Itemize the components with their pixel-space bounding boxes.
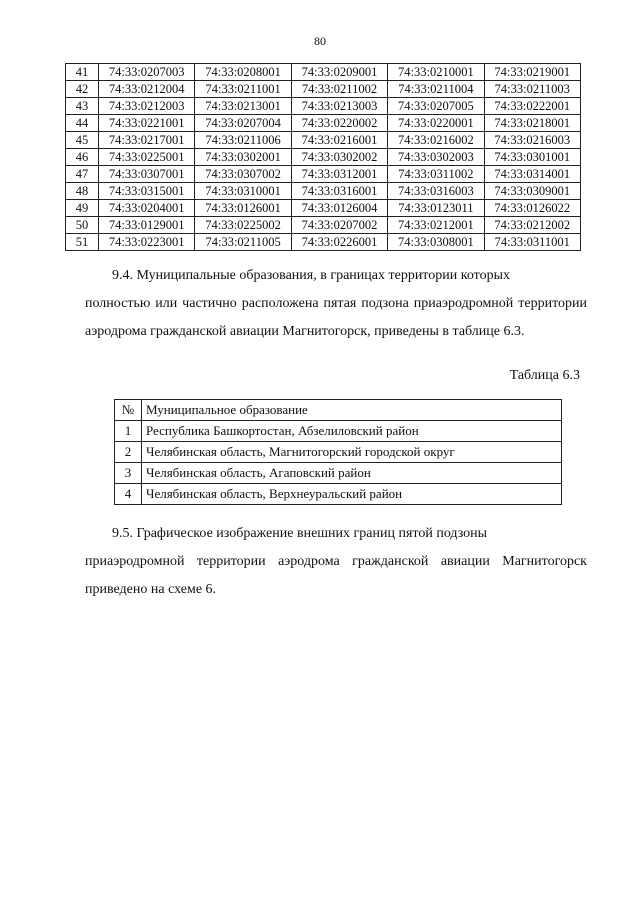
cadastral-number: 74:33:0204001 bbox=[99, 200, 195, 217]
cadastral-number: 74:33:0315001 bbox=[99, 183, 195, 200]
cadastral-number: 74:33:0211005 bbox=[195, 234, 291, 251]
row-number: 51 bbox=[66, 234, 99, 251]
table-row bbox=[66, 234, 581, 251]
cadastral-number: 74:33:0212004 bbox=[99, 81, 195, 98]
table-row bbox=[115, 442, 562, 463]
table-row bbox=[66, 132, 581, 149]
cadastral-number: 74:33:0218001 bbox=[484, 115, 580, 132]
cadastral-number: 74:33:0222001 bbox=[484, 98, 580, 115]
cadastral-number: 74:33:0307002 bbox=[195, 166, 291, 183]
cadastral-number: 74:33:0301001 bbox=[484, 149, 580, 166]
row-number: 46 bbox=[66, 149, 99, 166]
table-row bbox=[115, 463, 562, 484]
cadastral-number: 74:33:0211001 bbox=[195, 81, 291, 98]
row-number: 3 bbox=[115, 463, 142, 484]
cadastral-number: 74:33:0126004 bbox=[291, 200, 387, 217]
cadastral-number: 74:33:0207004 bbox=[195, 115, 291, 132]
cadastral-number: 74:33:0216001 bbox=[291, 132, 387, 149]
header-number: № bbox=[115, 400, 142, 421]
paragraph-text: полностью или частично расположена пятая подзона приаэродромной территории аэродрома гражданской авиации Магнитогорск, приведены в таблице 6.3. bbox=[85, 296, 587, 339]
row-number: 45 bbox=[66, 132, 99, 149]
cadastral-number: 74:33:0208001 bbox=[195, 64, 291, 81]
cadastral-number: 74:33:0211002 bbox=[291, 81, 387, 98]
table-row bbox=[66, 81, 581, 98]
cadastral-number: 74:33:0220001 bbox=[388, 115, 484, 132]
table-header-row bbox=[115, 400, 562, 421]
cadastral-number: 74:33:0226001 bbox=[291, 234, 387, 251]
row-number: 42 bbox=[66, 81, 99, 98]
cadastral-number: 74:33:0207003 bbox=[99, 64, 195, 81]
row-number: 44 bbox=[66, 115, 99, 132]
cadastral-number: 74:33:0123011 bbox=[388, 200, 484, 217]
header-municipality: Муниципальное образование bbox=[142, 400, 562, 421]
row-number: 43 bbox=[66, 98, 99, 115]
municipality-name: Челябинская область, Магнитогорский городской округ bbox=[142, 442, 562, 463]
row-number: 50 bbox=[66, 217, 99, 234]
table-row bbox=[66, 200, 581, 217]
cadastral-number: 74:33:0219001 bbox=[484, 64, 580, 81]
cadastral-number: 74:33:0310001 bbox=[195, 183, 291, 200]
table-row bbox=[115, 484, 562, 505]
row-number: 41 bbox=[66, 64, 99, 81]
cadastral-number: 74:33:0129001 bbox=[99, 217, 195, 234]
cadastral-number: 74:33:0302003 bbox=[388, 149, 484, 166]
table-row bbox=[66, 64, 581, 81]
cadastral-number: 74:33:0207005 bbox=[388, 98, 484, 115]
cadastral-number: 74:33:0302001 bbox=[195, 149, 291, 166]
table-row bbox=[66, 98, 581, 115]
municipality-table bbox=[114, 399, 562, 505]
cadastral-number: 74:33:0311002 bbox=[388, 166, 484, 183]
table-row bbox=[66, 183, 581, 200]
paragraph-first-line: 9.5. Графическое изображение внешних границ пятой подзоны bbox=[112, 526, 488, 541]
cadastral-number: 74:33:0209001 bbox=[291, 64, 387, 81]
cadastral-number: 74:33:0212001 bbox=[388, 217, 484, 234]
table-row bbox=[66, 166, 581, 183]
cadastral-table bbox=[65, 63, 581, 251]
municipality-name: Челябинская область, Верхнеуральский район bbox=[142, 484, 562, 505]
cadastral-number: 74:33:0210001 bbox=[388, 64, 484, 81]
paragraph-text: приаэродромной территории аэродрома гражданской авиации Магнитогорск приведено на схеме 6. bbox=[85, 554, 587, 597]
cadastral-number: 74:33:0223001 bbox=[99, 234, 195, 251]
cadastral-number: 74:33:0216003 bbox=[484, 132, 580, 149]
table-row bbox=[66, 149, 581, 166]
cadastral-number: 74:33:0309001 bbox=[484, 183, 580, 200]
cadastral-number: 74:33:0225001 bbox=[99, 149, 195, 166]
row-number: 49 bbox=[66, 200, 99, 217]
cadastral-number: 74:33:0212003 bbox=[99, 98, 195, 115]
row-number: 4 bbox=[115, 484, 142, 505]
cadastral-number: 74:33:0221001 bbox=[99, 115, 195, 132]
paragraph-9-5 bbox=[85, 520, 587, 604]
cadastral-number: 74:33:0217001 bbox=[99, 132, 195, 149]
paragraph-9-4 bbox=[85, 262, 587, 346]
cadastral-number: 74:33:0207002 bbox=[291, 217, 387, 234]
municipality-name: Республика Башкортостан, Абзелиловский район bbox=[142, 421, 562, 442]
cadastral-number: 74:33:0216002 bbox=[388, 132, 484, 149]
cadastral-number: 74:33:0212002 bbox=[484, 217, 580, 234]
cadastral-number: 74:33:0220002 bbox=[291, 115, 387, 132]
paragraph-first-line: 9.4. Муниципальные образования, в границах территории которых bbox=[112, 268, 510, 283]
cadastral-number: 74:33:0311001 bbox=[484, 234, 580, 251]
cadastral-number: 74:33:0308001 bbox=[388, 234, 484, 251]
row-number: 2 bbox=[115, 442, 142, 463]
cadastral-number: 74:33:0213003 bbox=[291, 98, 387, 115]
cadastral-number: 74:33:0312001 bbox=[291, 166, 387, 183]
cadastral-number: 74:33:0211004 bbox=[388, 81, 484, 98]
row-number: 48 bbox=[66, 183, 99, 200]
cadastral-number: 74:33:0211006 bbox=[195, 132, 291, 149]
table-caption: Таблица 6.3 bbox=[509, 368, 580, 383]
cadastral-number: 74:33:0302002 bbox=[291, 149, 387, 166]
cadastral-number: 74:33:0225002 bbox=[195, 217, 291, 234]
page-number: 80 bbox=[314, 34, 326, 48]
table-row bbox=[66, 217, 581, 234]
cadastral-number: 74:33:0126001 bbox=[195, 200, 291, 217]
table-row bbox=[115, 421, 562, 442]
cadastral-number: 74:33:0314001 bbox=[484, 166, 580, 183]
cadastral-number: 74:33:0213001 bbox=[195, 98, 291, 115]
cadastral-number: 74:33:0316003 bbox=[388, 183, 484, 200]
cadastral-number: 74:33:0316001 bbox=[291, 183, 387, 200]
table-row bbox=[66, 115, 581, 132]
cadastral-number: 74:33:0307001 bbox=[99, 166, 195, 183]
cadastral-number: 74:33:0211003 bbox=[484, 81, 580, 98]
municipality-name: Челябинская область, Агаповский район bbox=[142, 463, 562, 484]
row-number: 47 bbox=[66, 166, 99, 183]
row-number: 1 bbox=[115, 421, 142, 442]
cadastral-number: 74:33:0126022 bbox=[484, 200, 580, 217]
